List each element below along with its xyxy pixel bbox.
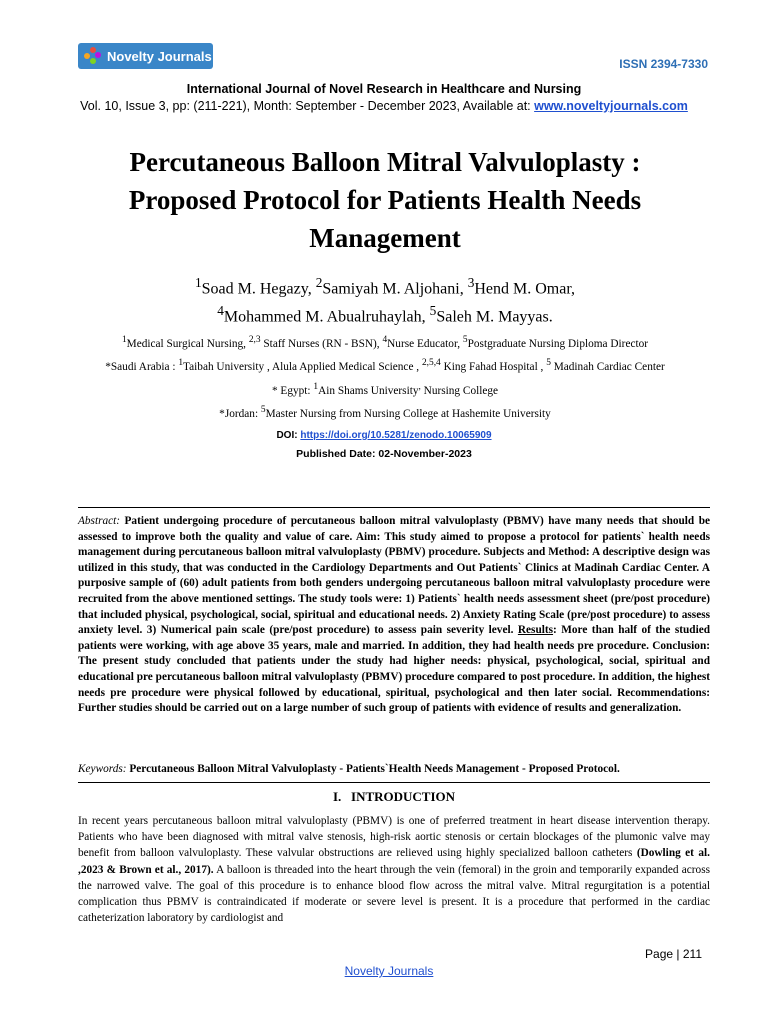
page-number: Page | 211 <box>645 947 702 961</box>
aff-text: * Egypt: <box>271 384 314 397</box>
intro-citation: (Dowling et al. ,2023 & Brown et al., 2017). <box>78 847 710 876</box>
aff-text: Madinah Cardiac Center <box>550 360 665 373</box>
author-name: Mohammed M. Abualruhaylah, <box>223 308 430 326</box>
affiliation-line-1 <box>40 335 730 350</box>
bottom-divider <box>78 782 710 783</box>
issn: ISSN 2394-7330 <box>619 57 708 71</box>
volume-text: Vol. 10, Issue 3, pp: (211-221), Month: September - December 2023, Available at: <box>80 99 535 113</box>
aff-text: Postgraduate Nursing Diploma Director <box>467 337 649 350</box>
author-name: Soad M. Hegazy, <box>201 280 316 298</box>
aff-sup: 4 <box>382 335 388 345</box>
keywords-label: Keywords: <box>78 763 127 775</box>
doi-label: DOI: <box>276 430 301 441</box>
aff-text: Taibah University , Alula Applied Medical Science , <box>183 360 422 373</box>
abstract-text: Patient undergoing procedure of percutaneous balloon mitral valvuloplasty (PBMV) have many needs that should be assessed to improve both the quality and value of care. Aim: This study aimed to propose a protocol for patients` health needs management during percutaneous balloon mitral valvuloplasty (PBMV) procedure. Subjects and Method: A descriptive design was utilized in this study, that was conducted in the Cardiology Departments and Out Patients` Clinics at Madinah Cardiac Center. A purposive sample of (60) adult patients from both genders undergoing percutaneous balloon mitral valvuloplasty procedure were recruited from the above mentioned settings. The study tools were: 1) Patients` health needs assessment sheet (pre/post procedure) that included physical, psychological, social, spiritual and educational needs. 2) Anxiety Rating Scale (pre/post procedure) to assess anxiety level. 3) Numerical pain scale (pre/post procedure) to assess pain severity level. <box>78 515 710 637</box>
intro-text: In recent years percutaneous balloon mitral valvuloplasty (PBMV) is one of preferred treatment in heart disease intervention therapy. Patients who have been diagnosed with mitral valve stenosis, high-risk aortic stenosis or certain blockages of the plumonic valve may benefit from balloon valvuloplasty. These valvular obstructions are relieved using highly specialized balloon catheters <box>78 815 710 860</box>
aff-text: Medical Surgical Nursing, <box>126 337 249 350</box>
author-sup: 4 <box>217 303 224 319</box>
title-line-3: Management <box>309 223 461 253</box>
abstract-text-2: : More than half of the studied patients were working, with age above 35 years, male and married. In addition, they had health needs pre procedure. Conclusion: The present study concluded that patients under the study had higher needs: physical, psychological, social, spiritual and educational pre percutaneous balloon mitral valvuloplasty (PBMV) procedure compared to post procedure. In addition, the highest needs pre procedure were physical followed by educational, spiritual, psychological and then later social. Recommendations: Further studies should be carried out on a large number of such group of patients with evidence of results and generalization. <box>78 624 711 715</box>
section-heading: I. INTRODUCTION <box>332 789 456 804</box>
aff-sup: , <box>418 382 421 392</box>
journal-name: International Journal of Novel Research in Healthcare and Nursing <box>186 82 582 96</box>
abstract <box>78 514 710 717</box>
doi-link[interactable]: https://doi.org/10.5281/zenodo.10065909 <box>300 430 492 441</box>
aff-sup: 5 <box>260 405 266 415</box>
authors-line-1 <box>60 272 710 300</box>
doi-line <box>0 430 768 441</box>
keywords <box>78 763 710 775</box>
intro-paragraph <box>78 813 710 926</box>
novelty-journals-logo[interactable] <box>78 43 213 69</box>
logo-text: Novelty Journals <box>107 48 212 64</box>
author-sup: 3 <box>467 275 475 290</box>
author-sup: 1 <box>194 275 202 290</box>
authors <box>60 272 710 329</box>
author-name: Hend M. Omar, <box>474 280 576 298</box>
footer-journal-link[interactable]: Novelty Journals <box>344 964 434 978</box>
aff-sup: 5 <box>546 358 551 368</box>
results-label: Results <box>517 624 554 637</box>
aff-sup: 5 <box>462 335 468 345</box>
abstract-label: Abstract: <box>78 515 121 527</box>
authors-line-2 <box>60 300 710 328</box>
author-name: Saleh M. Mayyas. <box>436 308 553 326</box>
aff-sup: 1 <box>313 382 319 392</box>
aff-text: King Fahad Hospital , <box>440 360 547 373</box>
affiliation-line-4 <box>40 405 730 420</box>
published-date: Published Date: 02-November-2023 <box>296 448 472 460</box>
author-sup: 2 <box>315 275 323 290</box>
aff-text: *Saudi Arabia : <box>105 360 179 373</box>
top-divider <box>78 507 710 508</box>
aff-text: Nursing College <box>420 384 499 397</box>
aff-text: Staff Nurses (RN - BSN), <box>260 337 383 350</box>
author-sup: 5 <box>429 303 437 319</box>
logo-dots-icon <box>84 47 102 65</box>
aff-text: *Jordan: <box>219 407 261 420</box>
aff-text: Master Nursing from Nursing College at Hashemite University <box>265 407 551 420</box>
paper-title <box>60 143 710 257</box>
affiliation-line-3 <box>40 382 730 397</box>
aff-text: Ain Shams University <box>318 384 419 397</box>
aff-sup: 1 <box>178 358 184 368</box>
aff-sup: 2,5,4 <box>421 358 441 368</box>
affiliation-line-2 <box>40 358 730 373</box>
aff-sup: 2,3 <box>248 335 261 345</box>
author-name: Samiyah M. Aljohani, <box>322 280 468 298</box>
aff-text: Nurse Educator, <box>387 337 463 350</box>
volume-line <box>0 99 768 113</box>
intro-text-2: A balloon is threaded into the heart through the vein (femoral) in the groin and temporarily expanded across the narrowed valve. The goal of this procedure is to enhance blood flow across the mitral valve. Mitral regurgitation is a potential complication thus PBMV is contraindicated if moderate or severe level is present. It is a procedure that performed in the cardiac catheterization laboratory by cardiologist and <box>78 863 710 925</box>
title-line-2: Proposed Protocol for Patients Health Needs <box>128 185 642 215</box>
title-line-1: Percutaneous Balloon Mitral Valvuloplasty : <box>129 147 641 177</box>
website-link[interactable]: www.noveltyjournals.com <box>534 99 688 113</box>
keywords-text: Percutaneous Balloon Mitral Valvuloplasty - Patients`Health Needs Management - Proposed Protocol. <box>126 763 620 775</box>
aff-sup: 1 <box>121 335 127 345</box>
